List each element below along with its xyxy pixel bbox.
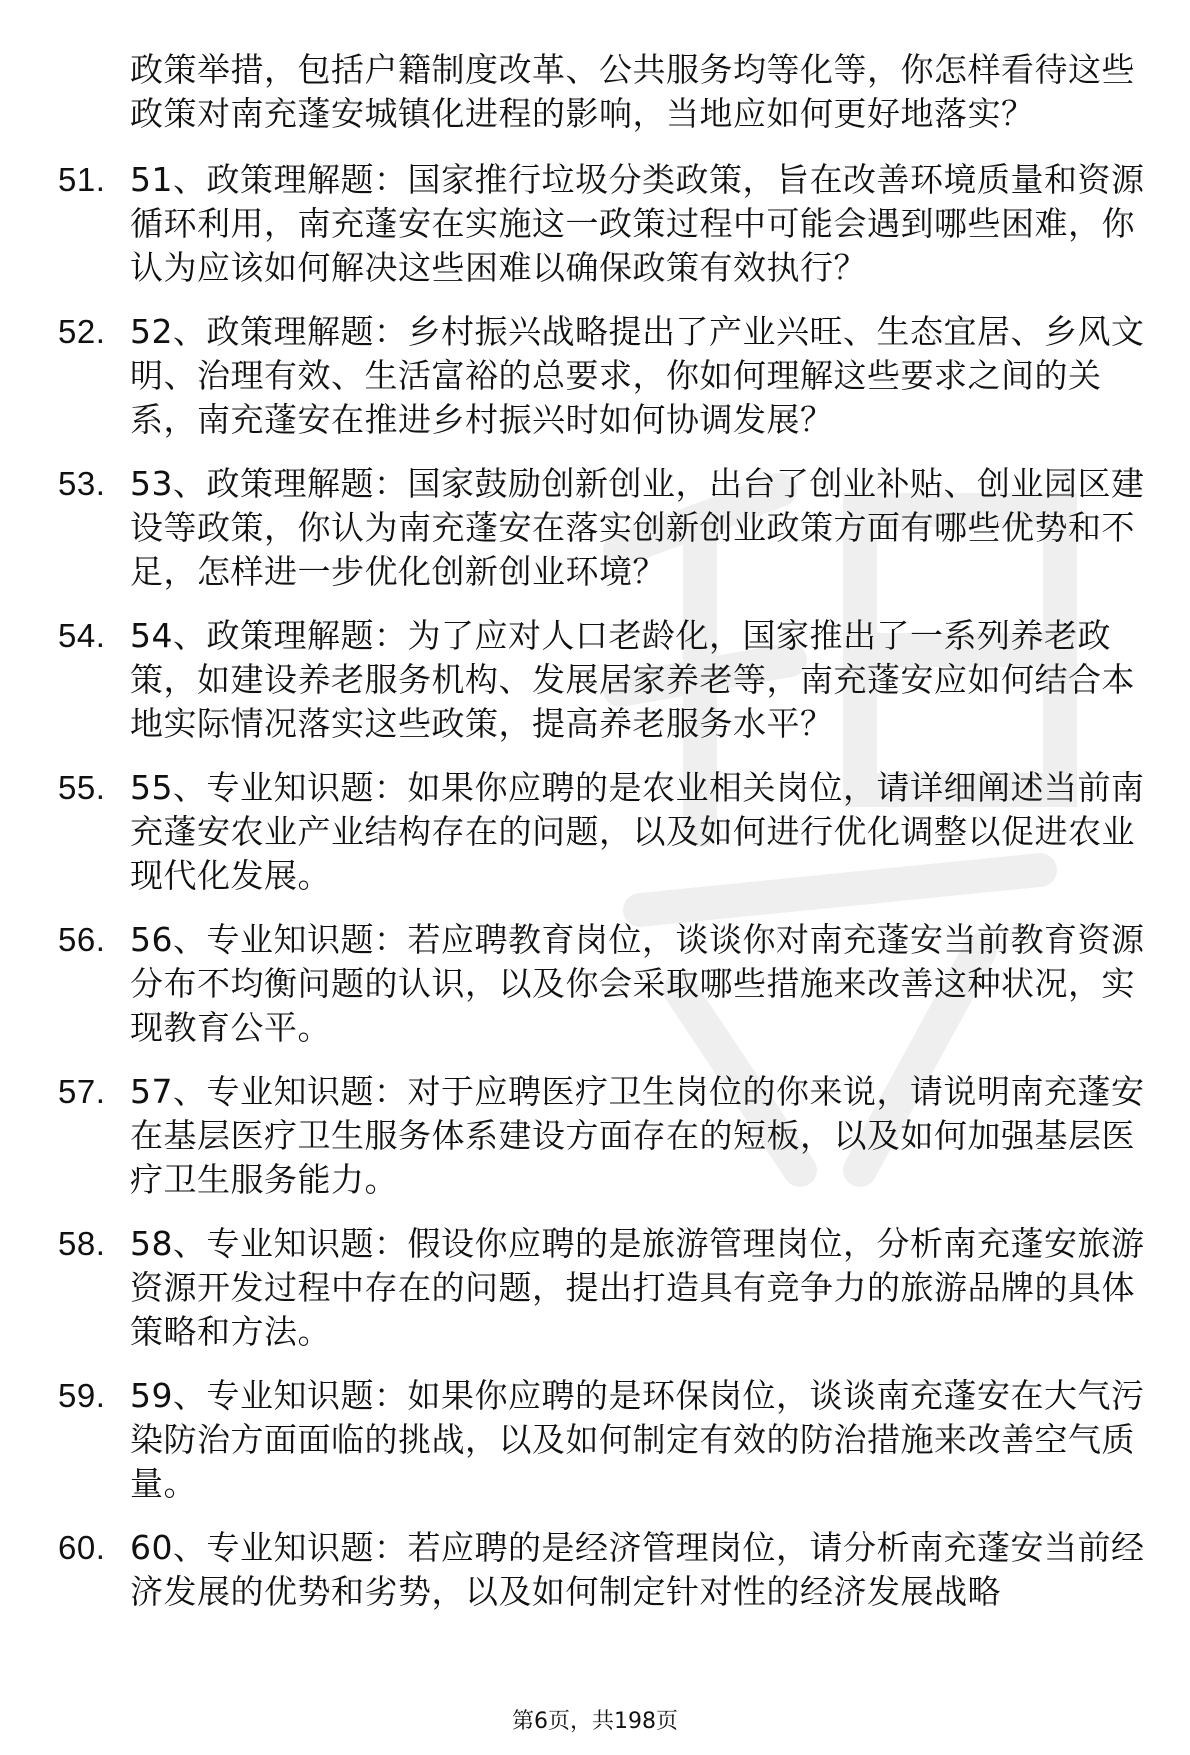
question-item: [0, 1070, 1160, 1202]
question-item: [0, 1374, 1160, 1506]
question-number: 59.: [58, 1377, 106, 1414]
question-item: [0, 462, 1160, 594]
question-item: [0, 158, 1160, 290]
question-text: 54、政策理解题：为了应对人口老龄化，国家推出了一系列养老政策，如建设养老服务机构、发展居家养老等，南充蓬安应如何结合本地实际情况落实这些政策，提高养老服务水平？: [130, 616, 1135, 743]
question-item: [0, 766, 1160, 898]
question-item: [0, 614, 1160, 746]
question-number: 57.: [58, 1073, 106, 1110]
question-item: [0, 310, 1160, 442]
question-number: 60.: [58, 1529, 106, 1566]
question-text: 56、专业知识题：若应聘教育岗位，谈谈你对南充蓬安当前教育资源分布不均衡问题的认识，以及你会采取哪些措施来改善这种状况，实现教育公平。: [130, 920, 1145, 1047]
question-text: 55、专业知识题：如果你应聘的是农业相关岗位，请详细阐述当前南充蓬安农业产业结构存在的问题，以及如何进行优化调整以促进农业现代化发展。: [130, 768, 1145, 895]
question-text: 60、专业知识题：若应聘的是经济管理岗位，请分析南充蓬安当前经济发展的优势和劣势，以及如何制定针对性的经济发展战略: [130, 1528, 1145, 1611]
question-item: [0, 1222, 1160, 1354]
question-text: 58、专业知识题：假设你应聘的是旅游管理岗位，分析南充蓬安旅游资源开发过程中存在的问题，提出打造具有竞争力的旅游品牌的具体策略和方法。: [130, 1224, 1145, 1351]
question-text: 51、政策理解题：国家推行垃圾分类政策，旨在改善环境质量和资源循环利用，南充蓬安在实施这一政策过程中可能会遇到哪些困难，你认为应该如何解决这些困难以确保政策有效执行？: [130, 160, 1145, 287]
question-text: 53、政策理解题：国家鼓励创新创业，出台了创业补贴、创业园区建设等政策，你认为南充蓬安在落实创新创业政策方面有哪些优势和不足，怎样进一步优化创新创业环境？: [130, 464, 1145, 591]
document-content: [0, 48, 1190, 1634]
question-number: 56.: [58, 921, 106, 958]
question-number: 53.: [58, 465, 106, 502]
question-item: [0, 1526, 1160, 1614]
question-list: [0, 158, 1190, 1614]
question-text: 57、专业知识题：对于应聘医疗卫生岗位的你来说，请说明南充蓬安在基层医疗卫生服务体系建设方面存在的短板，以及如何加强基层医疗卫生服务能力。: [130, 1072, 1145, 1199]
question-number: 52.: [58, 313, 106, 350]
question-text: 52、政策理解题：乡村振兴战略提出了产业兴旺、生态宜居、乡风文明、治理有效、生活富裕的总要求，你如何理解这些要求之间的关系，南充蓬安在推进乡村振兴时如何协调发展？: [130, 312, 1145, 439]
question-text: 59、专业知识题：如果你应聘的是环保岗位，谈谈南充蓬安在大气污染防治方面面临的挑战，以及如何制定有效的防治措施来改善空气质量。: [130, 1376, 1145, 1503]
lead-paragraph: 政策举措，包括户籍制度改革、公共服务均等化等，你怎样看待这些政策对南充蓬安城镇化进程的影响，当地应如何更好地落实？: [130, 50, 1135, 133]
question-number: 55.: [58, 769, 106, 806]
question-number: 51.: [58, 161, 106, 198]
question-number: 54.: [58, 617, 106, 654]
page-footer: 第6页，共198页: [512, 1709, 678, 1734]
question-number: 58.: [58, 1225, 106, 1262]
question-item: [0, 918, 1160, 1050]
